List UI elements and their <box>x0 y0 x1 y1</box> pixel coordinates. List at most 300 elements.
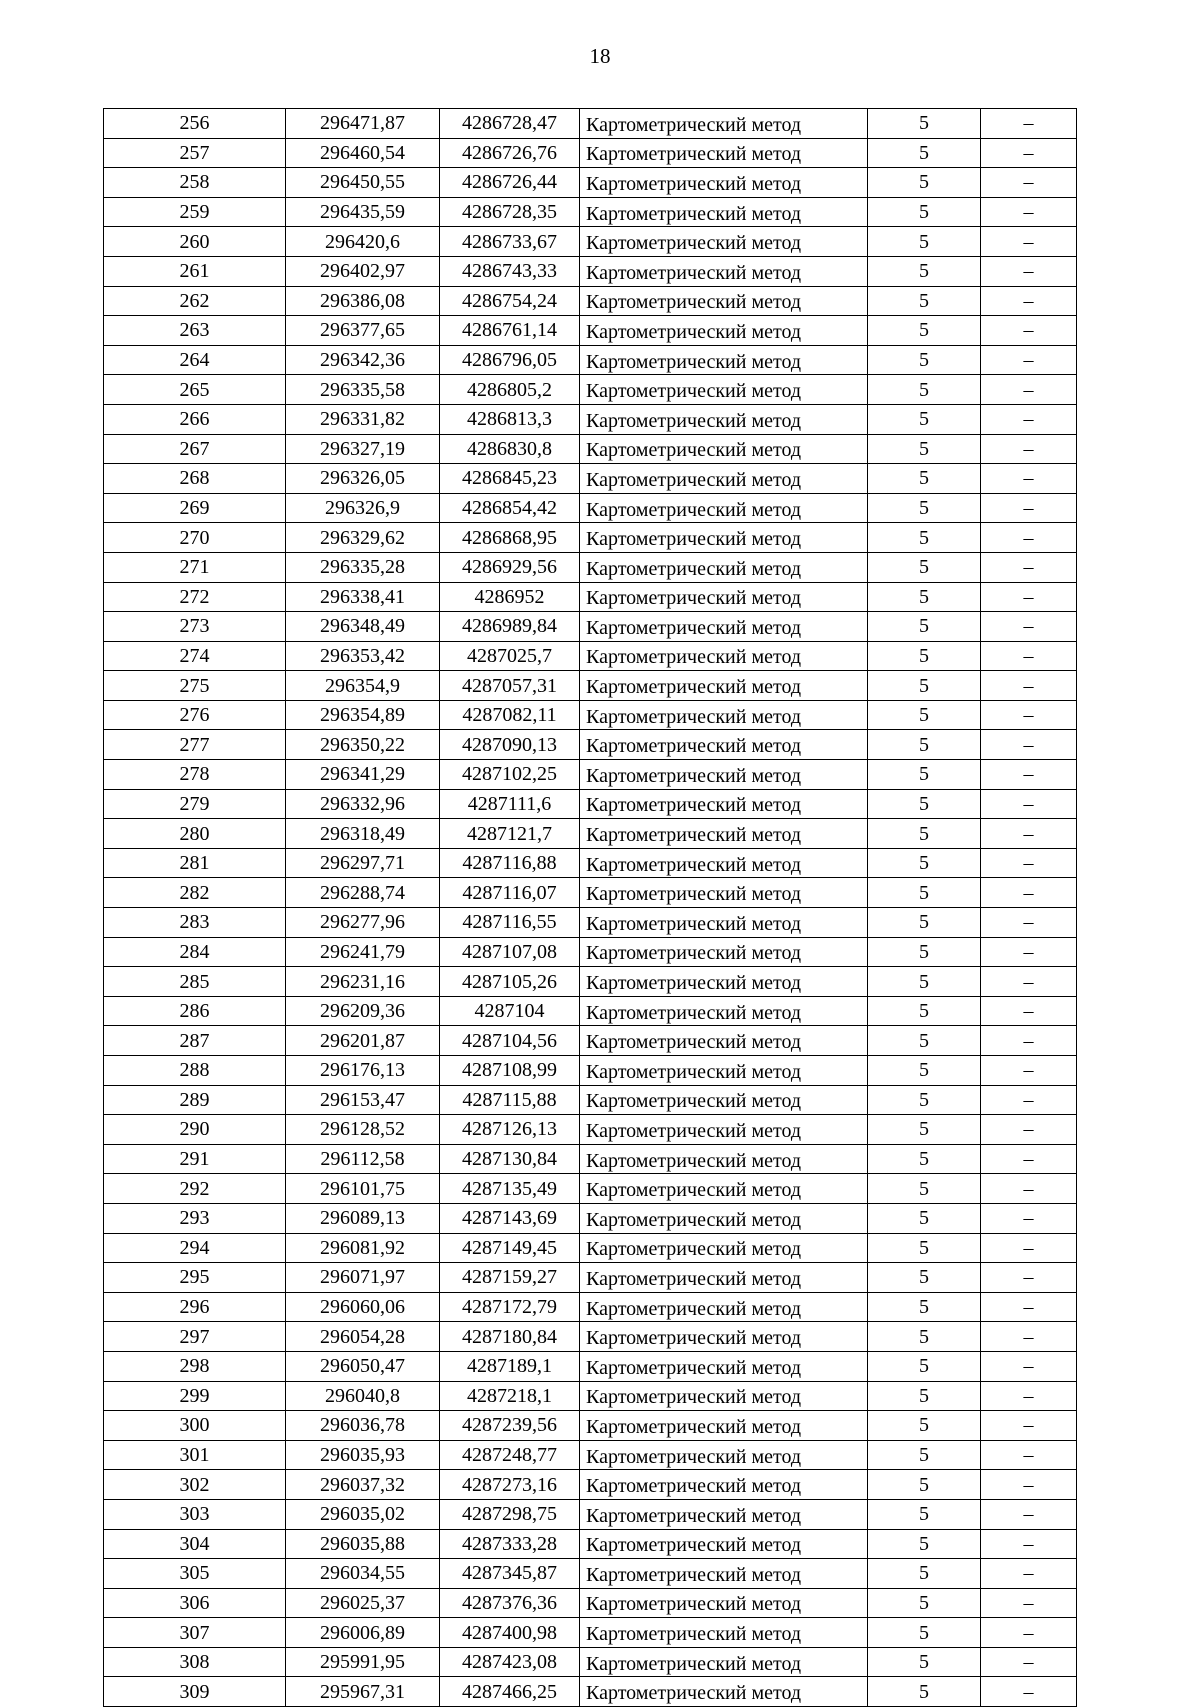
accuracy-cell: 5 <box>868 1381 981 1411</box>
method-cell: Картометрический метод <box>580 375 868 405</box>
accuracy-cell: 5 <box>868 464 981 494</box>
x-coordinate-cell: 296353,42 <box>286 641 440 671</box>
y-coordinate-cell: 4286813,3 <box>440 404 580 434</box>
accuracy-cell: 5 <box>868 1559 981 1589</box>
x-coordinate-cell: 296331,82 <box>286 404 440 434</box>
accuracy-cell: 5 <box>868 1618 981 1648</box>
table-row <box>104 286 1077 316</box>
note-cell: – <box>981 197 1077 227</box>
table-row <box>104 1115 1077 1145</box>
table-row <box>104 937 1077 967</box>
note-cell: – <box>981 493 1077 523</box>
y-coordinate-cell: 4286830,8 <box>440 434 580 464</box>
x-coordinate-cell: 296101,75 <box>286 1174 440 1204</box>
accuracy-cell: 5 <box>868 1588 981 1618</box>
point-number-cell: 257 <box>104 138 286 168</box>
point-number-cell: 282 <box>104 878 286 908</box>
note-cell: – <box>981 1115 1077 1145</box>
y-coordinate-cell: 4287111,6 <box>440 789 580 819</box>
table-row <box>104 1174 1077 1204</box>
method-cell: Картометрический метод <box>580 1203 868 1233</box>
point-number-cell: 285 <box>104 967 286 997</box>
accuracy-cell: 5 <box>868 671 981 701</box>
accuracy-cell: 5 <box>868 1351 981 1381</box>
note-cell: – <box>981 316 1077 346</box>
note-cell: – <box>981 1322 1077 1352</box>
note-cell: – <box>981 1174 1077 1204</box>
note-cell: – <box>981 1677 1077 1707</box>
method-cell: Картометрический метод <box>580 1351 868 1381</box>
x-coordinate-cell: 296350,22 <box>286 730 440 760</box>
y-coordinate-cell: 4287466,25 <box>440 1677 580 1707</box>
note-cell: – <box>981 1233 1077 1263</box>
method-cell: Картометрический метод <box>580 404 868 434</box>
x-coordinate-cell: 296460,54 <box>286 138 440 168</box>
note-cell: – <box>981 789 1077 819</box>
table-row <box>104 967 1077 997</box>
x-coordinate-cell: 296241,79 <box>286 937 440 967</box>
table-row <box>104 582 1077 612</box>
x-coordinate-cell: 296128,52 <box>286 1115 440 1145</box>
table-row <box>104 1292 1077 1322</box>
table-row <box>104 434 1077 464</box>
y-coordinate-cell: 4287400,98 <box>440 1618 580 1648</box>
x-coordinate-cell: 296335,58 <box>286 375 440 405</box>
note-cell: – <box>981 464 1077 494</box>
accuracy-cell: 5 <box>868 1263 981 1293</box>
note-cell: – <box>981 1144 1077 1174</box>
point-number-cell: 300 <box>104 1411 286 1441</box>
y-coordinate-cell: 4287104,56 <box>440 1026 580 1056</box>
table-row <box>104 996 1077 1026</box>
point-number-cell: 284 <box>104 937 286 967</box>
method-cell: Картометрический метод <box>580 1470 868 1500</box>
method-cell: Картометрический метод <box>580 1085 868 1115</box>
table-row <box>104 612 1077 642</box>
note-cell: – <box>981 848 1077 878</box>
point-number-cell: 279 <box>104 789 286 819</box>
table-row <box>104 1499 1077 1529</box>
method-cell: Картометрический метод <box>580 730 868 760</box>
note-cell: – <box>981 908 1077 938</box>
y-coordinate-cell: 4287376,36 <box>440 1588 580 1618</box>
x-coordinate-cell: 296420,6 <box>286 227 440 257</box>
table-row <box>104 1618 1077 1648</box>
accuracy-cell: 5 <box>868 316 981 346</box>
y-coordinate-cell: 4286743,33 <box>440 256 580 286</box>
method-cell: Картометрический метод <box>580 168 868 198</box>
method-cell: Картометрический метод <box>580 700 868 730</box>
note-cell: – <box>981 404 1077 434</box>
point-number-cell: 271 <box>104 552 286 582</box>
accuracy-cell: 5 <box>868 1647 981 1677</box>
x-coordinate-cell: 296089,13 <box>286 1203 440 1233</box>
note-cell: – <box>981 967 1077 997</box>
y-coordinate-cell: 4287218,1 <box>440 1381 580 1411</box>
y-coordinate-cell: 4287116,88 <box>440 848 580 878</box>
accuracy-cell: 5 <box>868 375 981 405</box>
accuracy-cell: 5 <box>868 967 981 997</box>
table-row <box>104 1647 1077 1677</box>
table-row <box>104 1529 1077 1559</box>
method-cell: Картометрический метод <box>580 1292 868 1322</box>
y-coordinate-cell: 4287126,13 <box>440 1115 580 1145</box>
accuracy-cell: 5 <box>868 730 981 760</box>
point-number-cell: 268 <box>104 464 286 494</box>
table-row <box>104 464 1077 494</box>
x-coordinate-cell: 296112,58 <box>286 1144 440 1174</box>
note-cell: – <box>981 730 1077 760</box>
x-coordinate-cell: 296231,16 <box>286 967 440 997</box>
x-coordinate-cell: 296050,47 <box>286 1351 440 1381</box>
method-cell: Картометрический метод <box>580 671 868 701</box>
table-row <box>104 848 1077 878</box>
note-cell: – <box>981 523 1077 553</box>
table-row <box>104 1559 1077 1589</box>
accuracy-cell: 5 <box>868 1056 981 1086</box>
point-number-cell: 289 <box>104 1085 286 1115</box>
accuracy-cell: 5 <box>868 1026 981 1056</box>
table-row <box>104 1677 1077 1707</box>
table-row <box>104 1411 1077 1441</box>
y-coordinate-cell: 4286728,35 <box>440 197 580 227</box>
table-row <box>104 1351 1077 1381</box>
x-coordinate-cell: 296035,02 <box>286 1499 440 1529</box>
accuracy-cell: 5 <box>868 1144 981 1174</box>
method-cell: Картометрический метод <box>580 582 868 612</box>
method-cell: Картометрический метод <box>580 641 868 671</box>
point-number-cell: 280 <box>104 819 286 849</box>
table-row <box>104 1381 1077 1411</box>
table-row <box>104 730 1077 760</box>
method-cell: Картометрический метод <box>580 908 868 938</box>
point-number-cell: 291 <box>104 1144 286 1174</box>
method-cell: Картометрический метод <box>580 760 868 790</box>
x-coordinate-cell: 296318,49 <box>286 819 440 849</box>
note-cell: – <box>981 1499 1077 1529</box>
note-cell: – <box>981 1292 1077 1322</box>
point-number-cell: 269 <box>104 493 286 523</box>
accuracy-cell: 5 <box>868 582 981 612</box>
method-cell: Картометрический метод <box>580 612 868 642</box>
table-row <box>104 1263 1077 1293</box>
note-cell: – <box>981 434 1077 464</box>
x-coordinate-cell: 296071,97 <box>286 1263 440 1293</box>
method-cell: Картометрический метод <box>580 256 868 286</box>
page-number: 18 <box>589 44 611 68</box>
y-coordinate-cell: 4287105,26 <box>440 967 580 997</box>
method-cell: Картометрический метод <box>580 1174 868 1204</box>
y-coordinate-cell: 4286754,24 <box>440 286 580 316</box>
accuracy-cell: 5 <box>868 1085 981 1115</box>
point-number-cell: 307 <box>104 1618 286 1648</box>
table-row <box>104 316 1077 346</box>
point-number-cell: 283 <box>104 908 286 938</box>
method-cell: Картометрический метод <box>580 1411 868 1441</box>
method-cell: Картометрический метод <box>580 1440 868 1470</box>
accuracy-cell: 5 <box>868 641 981 671</box>
y-coordinate-cell: 4287189,1 <box>440 1351 580 1381</box>
x-coordinate-cell: 296037,32 <box>286 1470 440 1500</box>
point-number-cell: 260 <box>104 227 286 257</box>
y-coordinate-cell: 4287108,99 <box>440 1056 580 1086</box>
x-coordinate-cell: 296153,47 <box>286 1085 440 1115</box>
x-coordinate-cell: 296277,96 <box>286 908 440 938</box>
note-cell: – <box>981 286 1077 316</box>
point-number-cell: 305 <box>104 1559 286 1589</box>
point-number-cell: 294 <box>104 1233 286 1263</box>
x-coordinate-cell: 296450,55 <box>286 168 440 198</box>
method-cell: Картометрический метод <box>580 552 868 582</box>
note-cell: – <box>981 1263 1077 1293</box>
note-cell: – <box>981 700 1077 730</box>
point-number-cell: 264 <box>104 345 286 375</box>
table-row <box>104 1588 1077 1618</box>
accuracy-cell: 5 <box>868 1440 981 1470</box>
method-cell: Картометрический метод <box>580 1647 868 1677</box>
method-cell: Картометрический метод <box>580 227 868 257</box>
point-number-cell: 299 <box>104 1381 286 1411</box>
table-row <box>104 197 1077 227</box>
note-cell: – <box>981 345 1077 375</box>
table-row <box>104 256 1077 286</box>
x-coordinate-cell: 296377,65 <box>286 316 440 346</box>
accuracy-cell: 5 <box>868 227 981 257</box>
accuracy-cell: 5 <box>868 1677 981 1707</box>
x-coordinate-cell: 296342,36 <box>286 345 440 375</box>
point-number-cell: 301 <box>104 1440 286 1470</box>
accuracy-cell: 5 <box>868 1499 981 1529</box>
accuracy-cell: 5 <box>868 434 981 464</box>
x-coordinate-cell: 296006,89 <box>286 1618 440 1648</box>
note-cell: – <box>981 1588 1077 1618</box>
y-coordinate-cell: 4287248,77 <box>440 1440 580 1470</box>
table-row <box>104 375 1077 405</box>
method-cell: Картометрический метод <box>580 1026 868 1056</box>
x-coordinate-cell: 296326,9 <box>286 493 440 523</box>
note-cell: – <box>981 1559 1077 1589</box>
table-row <box>104 138 1077 168</box>
table-row <box>104 1440 1077 1470</box>
y-coordinate-cell: 4286761,14 <box>440 316 580 346</box>
accuracy-cell: 5 <box>868 197 981 227</box>
y-coordinate-cell: 4287143,69 <box>440 1203 580 1233</box>
x-coordinate-cell: 295967,31 <box>286 1677 440 1707</box>
method-cell: Картометрический метод <box>580 1499 868 1529</box>
y-coordinate-cell: 4286929,56 <box>440 552 580 582</box>
y-coordinate-cell: 4287025,7 <box>440 641 580 671</box>
table-row <box>104 671 1077 701</box>
note-cell: – <box>981 1470 1077 1500</box>
x-coordinate-cell: 296327,19 <box>286 434 440 464</box>
method-cell: Картометрический метод <box>580 523 868 553</box>
table-row <box>104 168 1077 198</box>
table-row <box>104 523 1077 553</box>
point-number-cell: 273 <box>104 612 286 642</box>
method-cell: Картометрический метод <box>580 316 868 346</box>
table-row <box>104 908 1077 938</box>
table-row <box>104 819 1077 849</box>
accuracy-cell: 5 <box>868 286 981 316</box>
y-coordinate-cell: 4286733,67 <box>440 227 580 257</box>
accuracy-cell: 5 <box>868 493 981 523</box>
table-row <box>104 700 1077 730</box>
note-cell: – <box>981 1056 1077 1086</box>
x-coordinate-cell: 296036,78 <box>286 1411 440 1441</box>
x-coordinate-cell: 296348,49 <box>286 612 440 642</box>
point-number-cell: 303 <box>104 1499 286 1529</box>
point-number-cell: 292 <box>104 1174 286 1204</box>
note-cell: – <box>981 878 1077 908</box>
x-coordinate-cell: 296054,28 <box>286 1322 440 1352</box>
x-coordinate-cell: 296354,89 <box>286 700 440 730</box>
y-coordinate-cell: 4287298,75 <box>440 1499 580 1529</box>
accuracy-cell: 5 <box>868 612 981 642</box>
point-number-cell: 266 <box>104 404 286 434</box>
method-cell: Картометрический метод <box>580 967 868 997</box>
y-coordinate-cell: 4287115,88 <box>440 1085 580 1115</box>
x-coordinate-cell: 296329,62 <box>286 523 440 553</box>
method-cell: Картометрический метод <box>580 1263 868 1293</box>
y-coordinate-cell: 4287345,87 <box>440 1559 580 1589</box>
point-number-cell: 306 <box>104 1588 286 1618</box>
note-cell: – <box>981 1529 1077 1559</box>
x-coordinate-cell: 296040,8 <box>286 1381 440 1411</box>
point-number-cell: 304 <box>104 1529 286 1559</box>
y-coordinate-cell: 4287423,08 <box>440 1647 580 1677</box>
point-number-cell: 297 <box>104 1322 286 1352</box>
method-cell: Картометрический метод <box>580 1677 868 1707</box>
method-cell: Картометрический метод <box>580 1322 868 1352</box>
x-coordinate-cell: 296326,05 <box>286 464 440 494</box>
table-row <box>104 1470 1077 1500</box>
y-coordinate-cell: 4286845,23 <box>440 464 580 494</box>
accuracy-cell: 5 <box>868 1174 981 1204</box>
point-number-cell: 287 <box>104 1026 286 1056</box>
x-coordinate-cell: 296025,37 <box>286 1588 440 1618</box>
y-coordinate-cell: 4287130,84 <box>440 1144 580 1174</box>
table-row <box>104 1203 1077 1233</box>
note-cell: – <box>981 612 1077 642</box>
method-cell: Картометрический метод <box>580 1588 868 1618</box>
accuracy-cell: 5 <box>868 109 981 139</box>
y-coordinate-cell: 4286854,42 <box>440 493 580 523</box>
y-coordinate-cell: 4287239,56 <box>440 1411 580 1441</box>
note-cell: – <box>981 138 1077 168</box>
method-cell: Картометрический метод <box>580 286 868 316</box>
method-cell: Картометрический метод <box>580 848 868 878</box>
point-number-cell: 308 <box>104 1647 286 1677</box>
table-row <box>104 789 1077 819</box>
y-coordinate-cell: 4287057,31 <box>440 671 580 701</box>
method-cell: Картометрический метод <box>580 138 868 168</box>
x-coordinate-cell: 296035,88 <box>286 1529 440 1559</box>
table-row <box>104 552 1077 582</box>
accuracy-cell: 5 <box>868 760 981 790</box>
point-number-cell: 265 <box>104 375 286 405</box>
y-coordinate-cell: 4287333,28 <box>440 1529 580 1559</box>
point-number-cell: 259 <box>104 197 286 227</box>
y-coordinate-cell: 4286726,76 <box>440 138 580 168</box>
note-cell: – <box>981 168 1077 198</box>
table-row <box>104 109 1077 139</box>
accuracy-cell: 5 <box>868 256 981 286</box>
y-coordinate-cell: 4286726,44 <box>440 168 580 198</box>
point-number-cell: 275 <box>104 671 286 701</box>
table-row <box>104 1085 1077 1115</box>
y-coordinate-cell: 4287116,55 <box>440 908 580 938</box>
x-coordinate-cell: 296435,59 <box>286 197 440 227</box>
accuracy-cell: 5 <box>868 552 981 582</box>
note-cell: – <box>981 1351 1077 1381</box>
point-number-cell: 272 <box>104 582 286 612</box>
method-cell: Картометрический метод <box>580 1559 868 1589</box>
accuracy-cell: 5 <box>868 138 981 168</box>
coordinates-table-body <box>104 109 1077 1707</box>
note-cell: – <box>981 1085 1077 1115</box>
x-coordinate-cell: 296201,87 <box>286 1026 440 1056</box>
point-number-cell: 276 <box>104 700 286 730</box>
accuracy-cell: 5 <box>868 1203 981 1233</box>
table-row <box>104 227 1077 257</box>
accuracy-cell: 5 <box>868 1115 981 1145</box>
accuracy-cell: 5 <box>868 700 981 730</box>
x-coordinate-cell: 296402,97 <box>286 256 440 286</box>
y-coordinate-cell: 4287116,07 <box>440 878 580 908</box>
y-coordinate-cell: 4286796,05 <box>440 345 580 375</box>
point-number-cell: 267 <box>104 434 286 464</box>
x-coordinate-cell: 296176,13 <box>286 1056 440 1086</box>
y-coordinate-cell: 4286805,2 <box>440 375 580 405</box>
method-cell: Картометрический метод <box>580 1381 868 1411</box>
note-cell: – <box>981 256 1077 286</box>
note-cell: – <box>981 760 1077 790</box>
x-coordinate-cell: 296034,55 <box>286 1559 440 1589</box>
y-coordinate-cell: 4287082,11 <box>440 700 580 730</box>
x-coordinate-cell: 296288,74 <box>286 878 440 908</box>
point-number-cell: 263 <box>104 316 286 346</box>
point-number-cell: 293 <box>104 1203 286 1233</box>
x-coordinate-cell: 296035,93 <box>286 1440 440 1470</box>
point-number-cell: 296 <box>104 1292 286 1322</box>
point-number-cell: 309 <box>104 1677 286 1707</box>
table-row <box>104 345 1077 375</box>
point-number-cell: 295 <box>104 1263 286 1293</box>
note-cell: – <box>981 109 1077 139</box>
x-coordinate-cell: 296332,96 <box>286 789 440 819</box>
note-cell: – <box>981 1203 1077 1233</box>
point-number-cell: 288 <box>104 1056 286 1086</box>
method-cell: Картометрический метод <box>580 109 868 139</box>
method-cell: Картометрический метод <box>580 1233 868 1263</box>
note-cell: – <box>981 1647 1077 1677</box>
point-number-cell: 298 <box>104 1351 286 1381</box>
x-coordinate-cell: 296471,87 <box>286 109 440 139</box>
y-coordinate-cell: 4286728,47 <box>440 109 580 139</box>
accuracy-cell: 5 <box>868 168 981 198</box>
method-cell: Картометрический метод <box>580 464 868 494</box>
note-cell: – <box>981 552 1077 582</box>
accuracy-cell: 5 <box>868 908 981 938</box>
note-cell: – <box>981 671 1077 701</box>
method-cell: Картометрический метод <box>580 819 868 849</box>
accuracy-cell: 5 <box>868 404 981 434</box>
note-cell: – <box>981 582 1077 612</box>
y-coordinate-cell: 4287107,08 <box>440 937 580 967</box>
method-cell: Картометрический метод <box>580 1115 868 1145</box>
y-coordinate-cell: 4287149,45 <box>440 1233 580 1263</box>
x-coordinate-cell: 296341,29 <box>286 760 440 790</box>
